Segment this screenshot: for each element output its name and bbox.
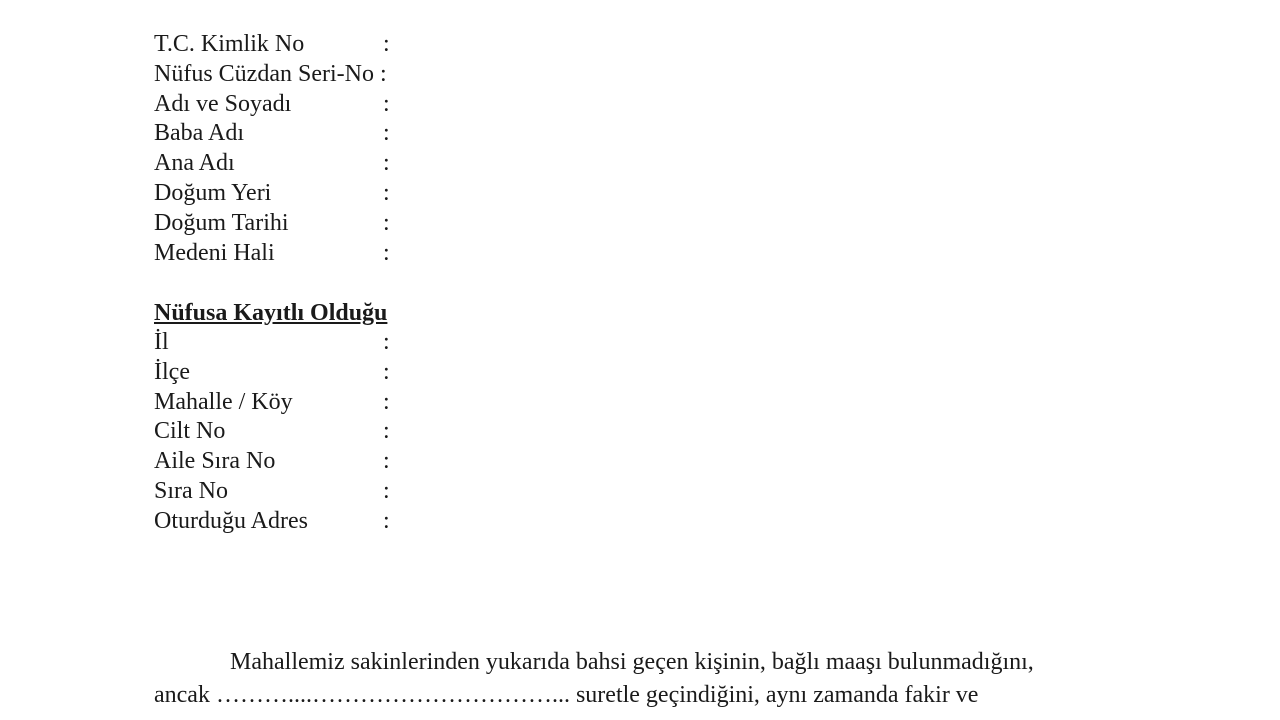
field-colon: : bbox=[383, 179, 390, 206]
field-colon: : bbox=[383, 477, 390, 504]
field-label: İlçe bbox=[154, 358, 190, 385]
field-colon: : bbox=[383, 507, 390, 534]
field-label: Aile Sıra No bbox=[154, 448, 276, 475]
field-label: T.C. Kimlik No bbox=[154, 31, 305, 57]
field-label: Sıra No bbox=[154, 477, 228, 504]
field-colon: : bbox=[383, 358, 390, 385]
field-label: İl bbox=[154, 329, 169, 355]
field-label: Nüfus Cüzdan Seri-No : bbox=[154, 60, 387, 87]
paragraph-line-2: ancak ………....…………………………... suretle geçindiğini, aynı zamanda fakir ve bbox=[154, 682, 979, 708]
cropped-document-title bbox=[510, 0, 780, 6]
field-colon: : bbox=[383, 329, 390, 355]
field-label: Doğum Tarihi bbox=[154, 209, 289, 236]
field-colon: : bbox=[383, 90, 390, 117]
paragraph-line-1: Mahallemiz sakinlerinden yukarıda bahsi geçen kişinin, bağlı maaşı bulunmadığını, bbox=[230, 649, 1034, 675]
field-label: Cilt No bbox=[154, 418, 226, 445]
field-label: Doğum Yeri bbox=[154, 179, 272, 206]
field-colon: : bbox=[383, 239, 390, 266]
field-colon: : bbox=[383, 418, 390, 445]
field-label: Mahalle / Köy bbox=[154, 388, 293, 415]
field-label: Adı ve Soyadı bbox=[154, 90, 292, 117]
field-label: Baba Adı bbox=[154, 120, 244, 147]
field-label: Medeni Hali bbox=[154, 239, 275, 266]
field-label: Ana Adı bbox=[154, 150, 235, 177]
field-colon: : bbox=[383, 31, 390, 57]
field-label: Oturduğu Adres bbox=[154, 507, 308, 534]
declaration-paragraph bbox=[154, 646, 1114, 712]
section-heading-nufusa-kayitli: Nüfusa Kayıtlı Olduğu bbox=[154, 300, 388, 326]
field-colon: : bbox=[383, 448, 390, 475]
field-colon: : bbox=[383, 209, 390, 236]
field-colon: : bbox=[383, 120, 390, 147]
field-colon: : bbox=[383, 150, 390, 177]
field-colon: : bbox=[383, 388, 390, 415]
